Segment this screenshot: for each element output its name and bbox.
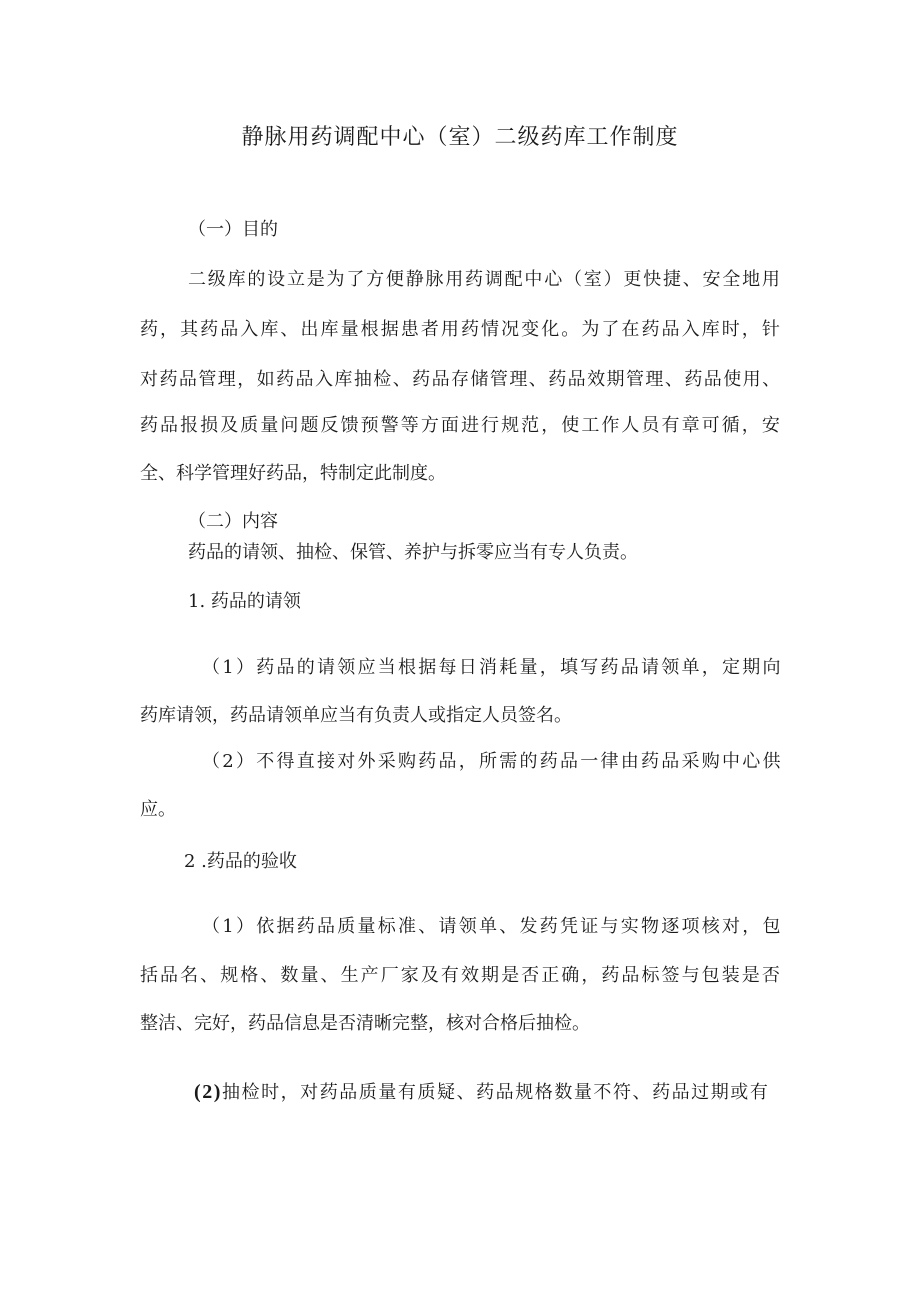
paragraph-line: 对药品管理，如药品入库抽检、药品存储管理、药品效期管理、药品使用、 [140,369,782,390]
section-heading-content: （二）内容 [188,511,278,532]
item-line: （2）不得直接对外采购药品，所需的药品一律由药品采购中心供 [202,751,783,772]
item-text: 抽检时，对药品质量有质疑、药品规格数量不符、药品过期或有 [221,1082,770,1103]
item-line: 括品名、规格、数量、生产厂家及有效期是否正确，药品标签与包装是否 [140,965,782,986]
paragraph-line: 二级库的设立是为了方便静脉用药调配中心（室）更快捷、安全地用 [188,269,782,290]
item-line: （1）依据药品质量标准、请领单、发药凭证与实物逐项核对，包 [202,916,783,937]
item-line: 整洁、完好，药品信息是否清晰完整，核对合格后抽检。 [140,1013,590,1034]
item-line: 药库请领，药品请领单应当有负责人或指定人员签名。 [140,705,572,726]
item-line: 应。 [140,799,176,820]
document-title: 静脉用药调配中心（室）二级药库工作制度 [241,125,679,150]
item-number: (2) [194,1081,222,1103]
paragraph-line: 全、科学管理好药品，特制定此制度。 [140,463,446,484]
item-line-last [194,1080,769,1105]
paragraph-line: 药，其药品入库、出库量根据患者用药情况变化。为了在药品入库时，针 [140,319,782,340]
item-line: （1）药品的请领应当根据每日消耗量，填写药品请领单，定期向 [202,657,783,678]
subsection-heading-acceptance: 2 .药品的验收 [184,851,297,872]
section-intro: 药品的请领、抽检、保管、养护与拆零应当有专人负责。 [188,542,638,563]
paragraph-line: 药品报损及质量问题反馈预警等方面进行规范，使工作人员有章可循，安 [140,415,782,436]
subsection-heading-requisition: 1. 药品的请领 [188,591,301,612]
section-heading-purpose: （一）目的 [188,219,278,240]
